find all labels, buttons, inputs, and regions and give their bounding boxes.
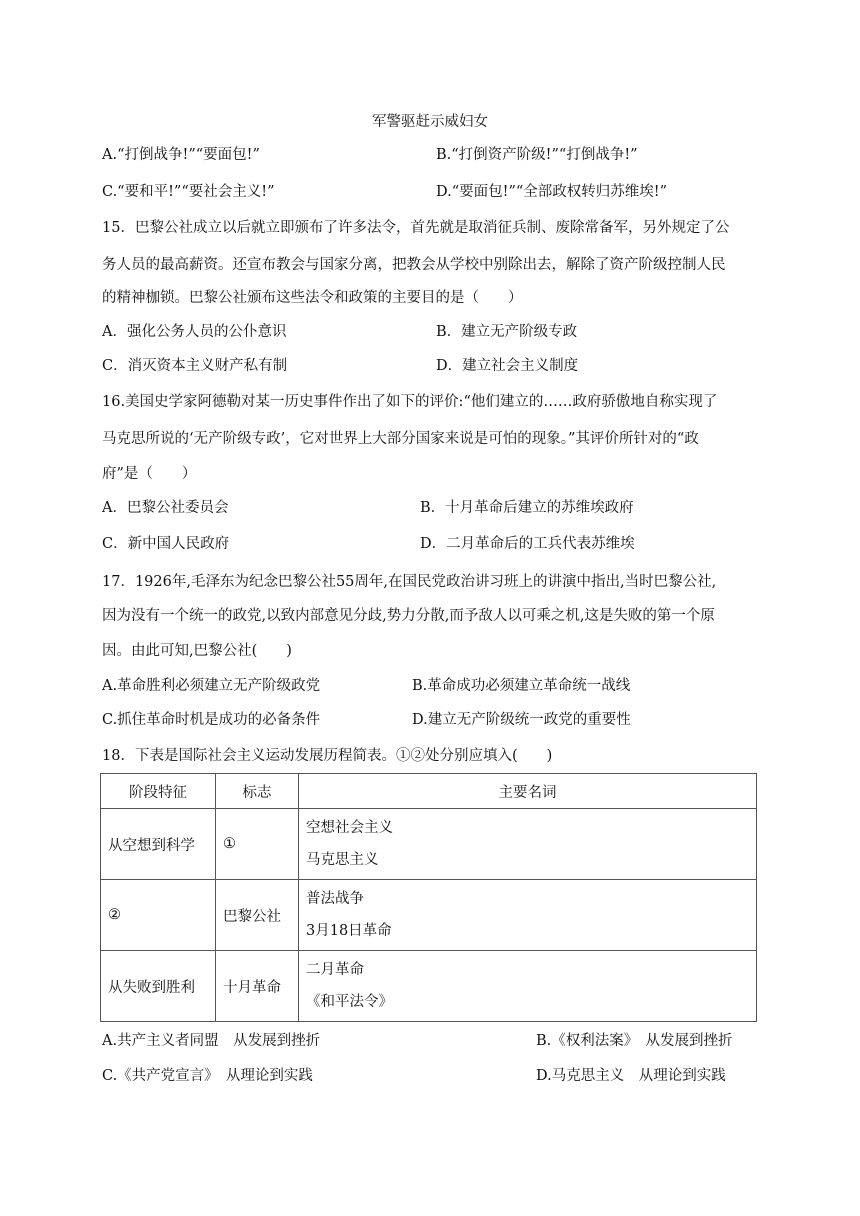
q17-stem-line-2: 因为没有一个统一的政党,以致内部意见分歧,势力分散,而予敌人以可乘之机,这是失败的第一个原 bbox=[102, 608, 715, 624]
q17-option-d: D.建立无产阶级统一政党的重要性 bbox=[412, 712, 631, 728]
q16-option-b: B．十月革命后建立的苏维埃政府 bbox=[420, 500, 634, 516]
q16-option-a: A．巴黎公社委员会 bbox=[102, 500, 229, 516]
q18-option-d: D.马克思主义 从理论到实践 bbox=[536, 1068, 726, 1084]
stage-cell: 从空想到科学 bbox=[101, 809, 216, 880]
q16-stem-line-1: 16.美国史学家阿德勒对某一历史事件作出了如下的评价:“他们建立的……政府骄傲地自称实现了 bbox=[102, 394, 718, 410]
q14-option-b: B.“打倒资产阶级!”“打倒战争!” bbox=[436, 147, 638, 163]
q15-option-d: D．建立社会主义制度 bbox=[436, 358, 579, 374]
term: 普法战争 bbox=[306, 891, 364, 907]
q16-option-d: D．二月革命后的工兵代表苏维埃 bbox=[420, 536, 635, 552]
q14-option-c: C.“要和平!”“要社会主义!” bbox=[102, 184, 275, 200]
q14-option-d: D.“要面包!”“全部政权转归苏维埃!” bbox=[436, 184, 668, 200]
terms-cell bbox=[299, 880, 757, 951]
q17-option-b: B.革命成功必须建立革命统一战线 bbox=[412, 678, 631, 694]
socialism-history-table bbox=[100, 773, 757, 1022]
term: 3月18日革命 bbox=[306, 923, 392, 939]
q15-stem-line-1: 15．巴黎公社成立以后就立即颁布了许多法令，首先就是取消征兵制、废除常备军，另外规定了公 bbox=[102, 220, 730, 236]
q17-option-c: C.抓住革命时机是成功的必备条件 bbox=[102, 712, 321, 728]
q18-option-b: B.《权利法案》 从发展到挫折 bbox=[536, 1033, 733, 1049]
q15-option-a: A．强化公务人员的公仆意识 bbox=[102, 324, 287, 340]
q16-stem-line-3: 府”是（ ） bbox=[102, 466, 197, 482]
figure-caption: 军警驱赶示威妇女 bbox=[372, 114, 488, 130]
table-header: 主要名词 bbox=[299, 774, 757, 809]
stage-cell: ② bbox=[101, 880, 216, 951]
q15-stem-line-3: 的精神枷锁。巴黎公社颁布这些法令和政策的主要目的是（ ） bbox=[102, 290, 523, 306]
q17-option-a: A.革命胜利必须建立无产阶级政党 bbox=[102, 678, 321, 694]
table-row bbox=[101, 880, 757, 951]
mark-cell: 十月革命 bbox=[216, 951, 299, 1022]
term: 二月革命 bbox=[306, 962, 364, 978]
q18-option-c: C.《共产党宣言》 从理论到实践 bbox=[102, 1068, 313, 1084]
term: 空想社会主义 bbox=[306, 820, 393, 836]
stage-cell: 从失败到胜利 bbox=[101, 951, 216, 1022]
q18-option-a: A.共产主义者同盟 从发展到挫折 bbox=[102, 1033, 321, 1049]
q15-option-c: C．消灭资本主义财产私有制 bbox=[102, 358, 288, 374]
q17-stem-line-1: 17．1926年,毛泽东为纪念巴黎公社55周年,在国民党政治讲习班上的讲演中指出,当时巴黎公社, bbox=[102, 574, 717, 590]
q16-option-c: C．新中国人民政府 bbox=[102, 536, 230, 552]
q15-stem-line-2: 务人员的最高薪资。还宣布教会与国家分离，把教会从学校中别除出去，解除了资产阶级控制人民 bbox=[102, 257, 726, 273]
terms-cell bbox=[299, 809, 757, 880]
mark-cell: 巴黎公社 bbox=[216, 880, 299, 951]
mark-cell: ① bbox=[216, 809, 299, 880]
table-header-row bbox=[101, 774, 757, 809]
q16-stem-line-2: 马克思所说的‘无产阶级专政’，它对世界上大部分国家来说是可怕的现象。”其评价所针对的“政 bbox=[102, 431, 699, 447]
term: 马克思主义 bbox=[306, 852, 379, 868]
table-row bbox=[101, 809, 757, 880]
table-header: 阶段特征 bbox=[101, 774, 216, 809]
q15-option-b: B．建立无产阶级专政 bbox=[436, 324, 578, 340]
q14-option-a: A.“打倒战争!”“要面包!” bbox=[102, 147, 260, 163]
term: 《和平法令》 bbox=[306, 994, 393, 1010]
table-row bbox=[101, 951, 757, 1022]
q18-stem: 18．下表是国际社会主义运动发展历程简表。①②处分别应填入( ) bbox=[102, 748, 553, 764]
terms-cell bbox=[299, 951, 757, 1022]
table-header: 标志 bbox=[216, 774, 299, 809]
q17-stem-line-3: 因。由此可知,巴黎公社( ) bbox=[102, 643, 292, 659]
